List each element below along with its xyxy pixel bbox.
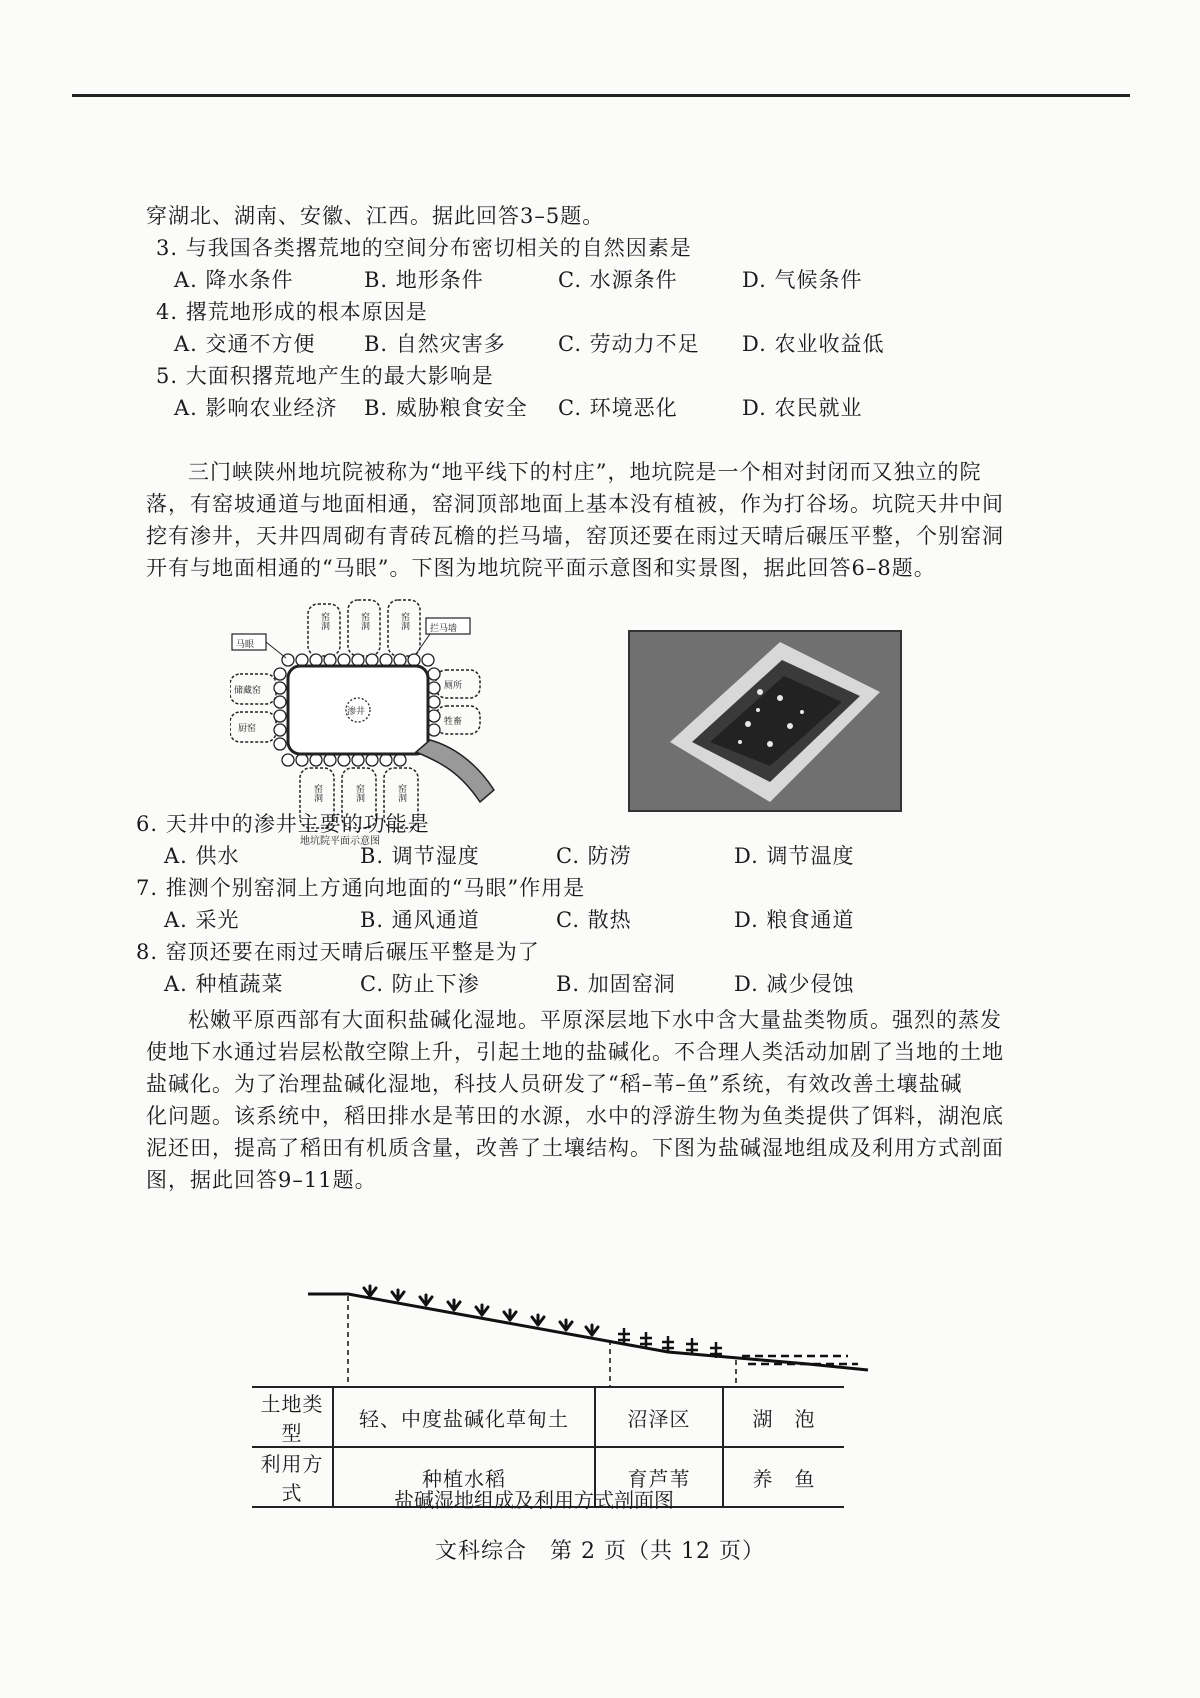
passage3-line-1: 松嫩平原西部有大面积盐碱化湿地。平原深层地下水中含大量盐类物质。强烈的蒸发 (188, 1008, 1002, 1032)
profile-caption: 盐碱湿地组成及利用方式剖面图 (394, 1488, 674, 1512)
q8-option-b: B. 加固窑洞 (556, 972, 676, 996)
label-yao-dong-bottom-3: 窑洞 (396, 784, 406, 802)
table-cell: 养 鱼 (723, 1447, 844, 1507)
q6-option-c: C. 防涝 (556, 844, 632, 868)
passage3-line-3: 盐碱化。为了治理盐碱化湿地，科技人员研发了“稻–苇–鱼”系统，有效改善土壤盐碱 (146, 1072, 963, 1096)
table-row (252, 1387, 844, 1447)
q7-option-d: D. 粮食通道 (734, 908, 855, 932)
q7-option-c: C. 散热 (556, 908, 632, 932)
q3-option-d: D. 气候条件 (742, 268, 863, 292)
question-3: 3. 与我国各类撂荒地的空间分布密切相关的自然因素是 (156, 236, 692, 260)
label-lan-ma-qiang: 拦马墙 (430, 624, 458, 634)
passage2-line-3: 挖有渗井，天井四周砌有青砖瓦檐的拦马墙，窑顶还要在雨过天晴后碾压平整，个别窑洞 (146, 524, 1004, 548)
section-q6-8 (136, 808, 1066, 1008)
q8-option-a: A. 种植蔬菜 (164, 972, 284, 996)
q6-option-d: D. 调节温度 (734, 844, 855, 868)
passage2-line-2: 落，有窑坡通道与地面相通，窑洞顶部地面上基本没有植被，作为打谷场。坑院天井中间 (146, 492, 1004, 516)
label-sheng-chu: 牲畜 (444, 717, 463, 727)
question-6: 6. 天井中的渗井主要的功能是 (136, 812, 430, 836)
question-4: 4. 撂荒地形成的根本原因是 (156, 300, 428, 324)
q3-option-a: A. 降水条件 (174, 268, 294, 292)
plan-caption: 地坑院平面示意图 (300, 836, 380, 847)
q8-option-c: C. 防止下渗 (360, 972, 480, 996)
passage2-line-1: 三门峡陕州地坑院被称为“地平线下的村庄”，地坑院是一个相对封闭而又独立的院 (188, 460, 982, 484)
label-yao-dong-bottom-2: 窑洞 (354, 784, 364, 802)
q6-option-a: A. 供水 (164, 844, 240, 868)
passage3-line-6: 图，据此回答9–11题。 (146, 1168, 377, 1192)
label-yao-dong-top-1: 窑洞 (319, 612, 329, 630)
q4-option-c: C. 劳动力不足 (558, 332, 700, 356)
passage3-line-5: 泥还田，提高了稻田有机质含量，改善了土壤结构。下图为盐碱湿地组成及利用方式剖面 (146, 1136, 1004, 1160)
q3-option-c: C. 水源条件 (558, 268, 678, 292)
q5-option-a: A. 影响农业经济 (174, 396, 338, 420)
label-yao-dong-top-2: 窑洞 (359, 612, 369, 630)
label-ce-suo: 厕所 (444, 681, 463, 691)
q7-option-a: A. 采光 (164, 908, 240, 932)
q7-option-b: B. 通风通道 (360, 908, 480, 932)
table-cell: 种植水稻 (333, 1447, 595, 1507)
label-shen-jing: 渗井 (347, 707, 366, 717)
section-q3-5 (146, 200, 1076, 450)
passage2-line-4: 开有与地面相通的“马眼”。下图为地坑院平面示意图和实景图，据此回答6–8题。 (146, 556, 936, 580)
table-header-land-type: 土地类型 (252, 1387, 333, 1447)
page-footer: 文科综合 第 2 页（共 12 页） (435, 1539, 765, 1564)
passage3-line-4: 化问题。该系统中，稻田排水是苇田的水源，水中的浮游生物为鱼类提供了饵料，湖泡底 (146, 1104, 1004, 1128)
q5-option-d: D. 农民就业 (742, 396, 863, 420)
label-yao-dong-bottom-1: 窑洞 (312, 784, 322, 802)
label-yao-dong-top-3: 窑洞 (399, 612, 409, 630)
photo-svg (630, 632, 900, 810)
top-rule (72, 94, 1130, 97)
q5-option-c: C. 环境恶化 (558, 396, 678, 420)
label-chu-cang-yao: 储藏窑 (234, 686, 262, 696)
table-cell: 沼泽区 (595, 1387, 723, 1447)
q5-option-b: B. 威胁粮食安全 (364, 396, 528, 420)
dikengyuan-plan-diagram (230, 594, 530, 847)
label-ma-yan: 马眼 (236, 640, 255, 650)
q6-option-b: B. 调节湿度 (360, 844, 480, 868)
question-8: 8. 窑顶还要在雨过天晴后碾压平整是为了 (136, 940, 540, 964)
passage-dikengyuan (146, 456, 1076, 586)
dikengyuan-photo (628, 630, 902, 812)
passage3-line-2: 使地下水通过岩层松散空隙上升，引起土地的盐碱化。不合理人类活动加剧了当地的土地 (146, 1040, 1004, 1064)
question-5: 5. 大面积撂荒地产生的最大影响是 (156, 364, 494, 388)
table-cell: 湖 泡 (723, 1387, 844, 1447)
q4-option-a: A. 交通不方便 (174, 332, 316, 356)
table-cell: 轻、中度盐碱化草甸土 (333, 1387, 595, 1447)
q8-option-d: D. 减少侵蚀 (734, 972, 855, 996)
question-7: 7. 推测个别窑洞上方通向地面的“马眼”作用是 (136, 876, 586, 900)
plan-svg (230, 594, 530, 844)
table-header-use: 利用方式 (252, 1447, 333, 1507)
label-chu-yao: 厨窑 (238, 724, 257, 734)
intro-tail: 穿湖北、湖南、安徽、江西。据此回答3–5题。 (146, 204, 605, 228)
q4-option-d: D. 农业收益低 (742, 332, 885, 356)
passage-saline-wetland (146, 1004, 1076, 1204)
table-cell: 育芦苇 (595, 1447, 723, 1507)
q4-option-b: B. 自然灾害多 (364, 332, 506, 356)
q3-option-b: B. 地形条件 (364, 268, 484, 292)
